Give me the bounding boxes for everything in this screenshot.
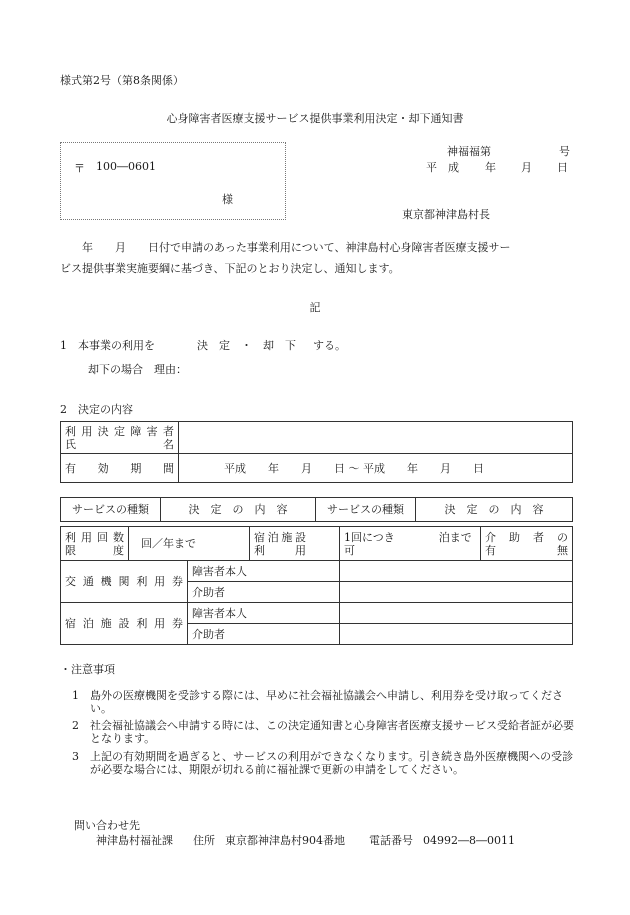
document-number-prefix: 神福福第 [447, 145, 491, 158]
validity-period-label: 有 効 期 間 [61, 454, 179, 483]
address-box [60, 142, 286, 220]
service-type-header-1: サービスの種類 [61, 498, 161, 522]
date-era: 平 成 [426, 161, 459, 174]
item1-text: 1 本事業の利用を [60, 339, 155, 352]
lodging-person-value [340, 603, 573, 624]
lodging-helper-value [340, 624, 573, 645]
postal-mark: 〒 [74, 162, 85, 175]
date-month: 月 [521, 161, 532, 174]
transport-helper-label: 介助者 [188, 582, 340, 603]
service-detail-table [60, 526, 573, 645]
note-item-3: 3 上記の有効期間を過ぎると、サービスの利用ができなくなります。引き続き島外医療機関への受診が必要な場合には、期限が切れる前に福祉課で更新の申請をしてください。 [72, 750, 574, 776]
service-type-header-2: サービスの種類 [316, 498, 416, 522]
contact-line [96, 832, 515, 848]
date-day: 日 [557, 161, 568, 174]
lodging-use-value: 1回につき 泊まで可 [340, 527, 481, 561]
addressee-sama: 様 [222, 193, 233, 206]
contact-address: 東京都神津島村904番地 [225, 834, 345, 847]
transport-person-value [340, 561, 573, 582]
validity-period-value: 平成 年 月 日 ～ 平成 年 月 日 [179, 454, 573, 483]
user-period-table [60, 421, 573, 483]
usage-limit-value: 回／年まで [129, 527, 250, 561]
caregiver-label: 介助者の 有 無 [481, 527, 573, 561]
issuer: 東京都神津島村長 [402, 208, 490, 221]
user-name-label: 利用決定障害者 氏 名 [61, 422, 179, 454]
postal-code: 100―0601 [96, 160, 156, 173]
contact-dept: 神津島村福祉課 [96, 834, 173, 847]
lodging-person-label: 障害者本人 [188, 603, 340, 624]
contact-heading: 問い合わせ先 [74, 819, 140, 832]
transport-helper-value [340, 582, 573, 603]
service-header-table [60, 497, 573, 522]
item2-text: 2 決定の内容 [60, 403, 133, 416]
lodging-use-label: 宿泊施設 利 用 [250, 527, 340, 561]
contact-tel-label: 電話番号 [369, 834, 413, 847]
date-year: 年 [485, 161, 496, 174]
decision-content-header-1: 決 定 の 内 容 [161, 498, 316, 522]
form-number: 様式第2号（第8条関係） [60, 74, 184, 87]
item1-suffix: する。 [313, 339, 346, 352]
note-item-2: 2 社会福祉協議会へ申請する時には、この決定通知書と心身障害者医療支援サービス受給者証が必要となります。 [72, 719, 574, 745]
transport-person-label: 障害者本人 [188, 561, 340, 582]
decision-choice: 決 定 ・ 却 下 [197, 339, 296, 352]
usage-limit-label: 利用回数 限 度 [61, 527, 129, 561]
document-number-suffix: 号 [559, 145, 570, 158]
body-line-2: ビス提供事業実施要綱に基づき、下記のとおり決定し、通知します。 [60, 262, 400, 275]
note-item-1: 1 島外の医療機関を受診する際には、早めに社会福祉協議会へ申請し、利用券を受け取ってください。 [72, 689, 563, 715]
contact-address-label: 住所 [193, 834, 215, 847]
reject-reason-label: 却下の場合 理由： [88, 363, 187, 376]
transport-ticket-label: 交通機関利用券 [61, 561, 188, 603]
lodging-helper-label: 介助者 [188, 624, 340, 645]
lodging-ticket-label: 宿泊施設利用券 [61, 603, 188, 645]
ki-heading: 記 [309, 301, 321, 314]
contact-tel: 04992―8―0011 [423, 834, 515, 847]
decision-content-header-2: 決 定 の 内 容 [416, 498, 573, 522]
body-line-1: 年 月 日付で申請のあった事業利用について、神津島村心身障害者医療支援サー [60, 241, 511, 254]
notes-heading: ・注意事項 [60, 663, 115, 676]
document-title: 心身障害者医療支援サービス提供事業利用決定・却下通知書 [166, 112, 464, 125]
user-name-value [179, 422, 573, 454]
